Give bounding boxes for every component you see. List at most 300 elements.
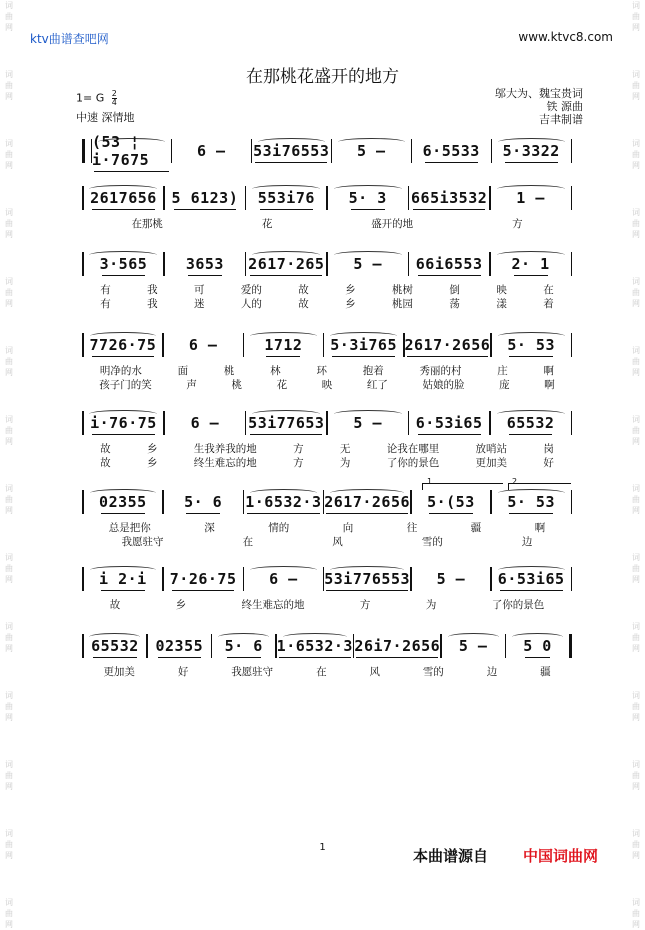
measure [492, 489, 571, 515]
watermark-glyph: 网 [5, 23, 13, 32]
measure-notes: 7726·75 [89, 336, 157, 354]
measure-notes: 2617·2656 [324, 493, 411, 511]
lyric-word: 放哨站 [475, 443, 508, 455]
measure-notes: 5 – [436, 570, 466, 588]
lyric-word: 疆 [540, 666, 551, 678]
lyric-word: 着 [543, 298, 554, 310]
lyric-word: 我 [147, 284, 158, 296]
measure [244, 489, 323, 515]
lyric-word: 爱的 [240, 284, 262, 296]
notation-line [82, 332, 572, 358]
lyric-word: 深 [204, 522, 215, 534]
watermark-glyph: 曲 [632, 288, 640, 297]
watermark-glyph: 曲 [632, 426, 640, 435]
watermark-group [632, 483, 640, 516]
measure-notes: 7·26·75 [169, 570, 237, 588]
watermark-glyph: 词 [632, 691, 640, 700]
watermark-glyph: 曲 [632, 12, 640, 21]
watermark-glyph: 曲 [5, 495, 13, 504]
lyric-word: 在那桃 [131, 218, 163, 230]
watermark-glyph: 曲 [5, 633, 13, 642]
watermark-glyph: 曲 [632, 495, 640, 504]
watermark-glyph: 词 [5, 277, 13, 286]
watermark-group [632, 414, 640, 447]
measure-notes: 5· 3 [348, 189, 387, 207]
volta-bracket-label: 1. [427, 477, 435, 486]
measure [409, 185, 489, 211]
measure-notes: i 2·i [99, 570, 147, 588]
page-number: 1 [319, 842, 326, 853]
lyric-word: 无 [339, 443, 351, 455]
lyric-word: 可 [193, 284, 205, 296]
measure-notes: 2617·2656 [404, 336, 491, 354]
watermark-glyph: 曲 [632, 357, 640, 366]
watermark-group [632, 552, 640, 585]
measure [246, 410, 326, 436]
measure-notes: 6 – [188, 336, 218, 354]
watermark-group [632, 759, 640, 792]
watermark-glyph: 词 [5, 829, 13, 838]
lyric-word: 庄 [497, 365, 508, 377]
measure-notes: 665i3532 [411, 189, 488, 207]
measure [324, 566, 410, 592]
lyrics-line [82, 534, 572, 549]
measure [84, 185, 164, 211]
watermark-glyph: 网 [632, 161, 640, 170]
measure-notes: 2617·265 [248, 255, 325, 273]
lyric-word: 论我在哪里 [386, 443, 440, 455]
barline [571, 490, 573, 514]
lyric-word: 在 [316, 666, 327, 678]
barline [82, 139, 92, 163]
measure [164, 489, 243, 515]
watermark-group [632, 690, 640, 723]
measure-notes: 53i76553 [253, 142, 330, 160]
lyric-word: 往 [406, 522, 418, 534]
lyric-word: 好 [177, 666, 189, 678]
lyric-word: 我愿驻守 [121, 536, 164, 548]
measure [328, 251, 408, 277]
measure-notes: 65532 [91, 637, 139, 655]
watermark-group [5, 138, 13, 171]
watermark-group [632, 207, 640, 240]
watermark-group [5, 0, 13, 33]
measure [165, 185, 245, 211]
watermark-glyph: 词 [5, 553, 13, 562]
time-sig-top: 2 [111, 89, 117, 98]
lyric-word: 更加美 [475, 457, 508, 469]
watermark-glyph: 网 [632, 92, 640, 101]
source-label: 本曲谱源自 [413, 847, 489, 865]
lyric-word: 疆 [470, 522, 482, 534]
watermark-glyph: 网 [5, 92, 13, 101]
lyric-word: 生我养我的地 [193, 443, 257, 455]
measure [252, 138, 331, 164]
barline [571, 411, 573, 435]
lyric-word: 抱着 [362, 365, 384, 377]
measure [244, 566, 323, 592]
lyric-word: 总是把你 [108, 522, 151, 534]
watermark-group [632, 138, 640, 171]
measure-notes: 2· 1 [511, 255, 550, 273]
watermark-group [5, 621, 13, 654]
measure-notes: 5 6123) [171, 189, 239, 207]
notation-line [82, 251, 572, 277]
lyrics-line [82, 455, 572, 470]
lyric-word: 面 [177, 365, 189, 377]
measure [332, 138, 411, 164]
lyrics-line [82, 363, 572, 378]
watermark-glyph: 曲 [632, 81, 640, 90]
measure-notes: 6 – [196, 142, 226, 160]
measure [506, 633, 569, 659]
watermark-group [632, 0, 640, 33]
key-signature [76, 90, 117, 107]
lyrics-line [82, 520, 572, 535]
measure [324, 489, 410, 515]
lyric-word: 啊 [544, 379, 555, 391]
measure [412, 566, 491, 592]
watermark-glyph: 曲 [5, 219, 13, 228]
measure-notes: 5· 6 [224, 637, 263, 655]
watermark-glyph: 词 [632, 277, 640, 286]
measure-notes: 26i7·2656 [354, 637, 441, 655]
measure-notes: 1 – [516, 189, 545, 207]
measure-notes: 553i76 [257, 189, 315, 207]
watermark-glyph: 曲 [632, 702, 640, 711]
measure-notes: 5 – [356, 142, 386, 160]
watermark-glyph: 曲 [632, 771, 640, 780]
lyric-word: 林 [270, 365, 281, 377]
lyric-word: 盛开的地 [371, 218, 414, 230]
measure [84, 489, 163, 515]
watermark-glyph: 曲 [5, 840, 13, 849]
lyric-word: 在 [242, 536, 254, 548]
lyric-word: 更加美 [103, 666, 135, 678]
watermark-glyph: 词 [5, 139, 13, 148]
measure-notes: 6·5533 [422, 142, 480, 160]
notation-line [82, 566, 572, 592]
measure [409, 251, 489, 277]
watermark-glyph: 网 [5, 851, 13, 860]
lyric-word: 方 [293, 457, 304, 469]
measure [164, 332, 243, 358]
watermark-glyph: 词 [5, 415, 13, 424]
watermark-glyph: 网 [5, 299, 13, 308]
watermark-glyph: 网 [5, 230, 13, 239]
measure-notes: i·76·75 [90, 414, 157, 432]
watermark-glyph: 网 [5, 782, 13, 791]
watermark-glyph: 曲 [632, 909, 640, 918]
lyric-word: 桃 [223, 365, 235, 377]
lyric-word: 为 [339, 457, 351, 469]
watermark-glyph: 网 [5, 506, 13, 515]
lyric-word: 明净的水 [99, 365, 142, 377]
watermark-glyph: 网 [632, 23, 640, 32]
lyric-word: 了你的景色 [386, 457, 440, 469]
watermark-glyph: 曲 [632, 840, 640, 849]
measure-notes: 2617656 [90, 189, 157, 207]
measure [212, 633, 275, 659]
time-signature [112, 90, 117, 107]
barline [569, 634, 572, 658]
watermark-glyph: 曲 [632, 150, 640, 159]
lyric-word: 花 [276, 379, 288, 391]
watermark-glyph: 词 [632, 208, 640, 217]
lyric-word: 方 [359, 599, 371, 611]
watermark-glyph: 网 [632, 713, 640, 722]
lyric-word: 方 [293, 443, 304, 455]
measure-notes: 5·3i765 [330, 336, 397, 354]
measure [277, 633, 353, 659]
barline [571, 252, 573, 276]
watermark-glyph: 网 [5, 575, 13, 584]
composer-credit: 铁 源曲 [546, 100, 583, 113]
measure-notes: 6 – [269, 570, 298, 588]
lyric-word: 为 [425, 599, 437, 611]
notation-line [82, 489, 572, 515]
tempo-marking: 中速 深情地 [76, 111, 135, 124]
lyric-word: 故 [298, 298, 309, 310]
watermark-glyph: 词 [5, 484, 13, 493]
lyrics-line [82, 664, 572, 679]
measure [148, 633, 211, 659]
measure [246, 251, 326, 277]
watermark-group [5, 897, 13, 930]
measure-notes: 5·3322 [502, 142, 560, 160]
lyric-word: 我愿驻守 [231, 666, 274, 678]
watermark-glyph: 词 [632, 1, 640, 10]
lyric-word: 秀丽的村 [419, 365, 462, 377]
lyric-word: 方 [512, 218, 523, 230]
watermark-glyph: 网 [632, 851, 640, 860]
watermark-group [5, 690, 13, 723]
measure-notes: 1712 [264, 336, 303, 354]
watermark-glyph: 词 [632, 139, 640, 148]
lyric-word: 边 [521, 536, 533, 548]
lyric-word: 乡 [146, 457, 158, 469]
lyric-word: 漾 [496, 298, 507, 310]
watermark-glyph: 词 [632, 829, 640, 838]
barline [571, 567, 573, 591]
watermark-glyph: 网 [632, 230, 640, 239]
site-name-left[interactable]: ktv曲谱查吧网 [30, 32, 109, 46]
lyric-word: 终生难忘的地 [193, 457, 257, 469]
barline [571, 333, 573, 357]
lyric-word: 乡 [146, 443, 158, 455]
measure-notes: 5· 6 [184, 493, 223, 511]
watermark-group [632, 276, 640, 309]
lyric-word: 向 [342, 522, 354, 534]
watermark-group [632, 345, 640, 378]
measure [412, 138, 491, 164]
measure [409, 410, 489, 436]
lyric-word: 桃 [231, 379, 243, 391]
lyric-word: 有 [100, 284, 111, 296]
measure-notes: 5 0 [523, 637, 552, 655]
lyric-word: 人的 [240, 298, 262, 310]
measure [84, 410, 164, 436]
measure-notes: 1·6532·3 [276, 637, 353, 655]
measure [491, 251, 571, 277]
arranger-credit: 吉聿制谱 [539, 113, 583, 126]
watermark-glyph: 网 [5, 161, 13, 170]
lyric-word: 故 [100, 457, 111, 469]
notation-line [82, 410, 572, 436]
watermark-glyph: 曲 [5, 357, 13, 366]
watermark-glyph: 网 [5, 713, 13, 722]
lyric-word: 风 [332, 536, 343, 548]
watermark-glyph: 网 [632, 575, 640, 584]
measure-notes: 1·6532·3 [245, 493, 322, 511]
lyric-word: 风 [369, 666, 380, 678]
watermark-glyph: 曲 [5, 288, 13, 297]
watermark-glyph: 词 [5, 70, 13, 79]
volta-bracket-label: 2. [512, 477, 520, 486]
watermark-glyph: 词 [632, 484, 640, 493]
lyric-word: 迷 [193, 298, 205, 310]
watermark-glyph: 网 [632, 782, 640, 791]
lyrics-line [82, 216, 572, 231]
notation-line [82, 633, 572, 659]
measure [92, 133, 171, 169]
measure [492, 332, 571, 358]
watermark-glyph: 曲 [5, 150, 13, 159]
measure-notes: 3653 [185, 255, 224, 273]
watermark-glyph: 词 [5, 622, 13, 631]
lyric-word: 故 [109, 599, 121, 611]
watermark-glyph: 曲 [632, 219, 640, 228]
lyric-word: 桃树 [392, 284, 414, 296]
measure [246, 185, 326, 211]
measure [165, 251, 245, 277]
barline [571, 139, 573, 163]
time-sig-bottom: 4 [111, 98, 117, 107]
lyrics-line [82, 597, 572, 612]
lyric-word: 姑娘的脸 [422, 379, 465, 391]
lyric-word: 红了 [366, 379, 388, 391]
key-label: 1= G [76, 91, 105, 105]
notation-line [82, 133, 572, 169]
lyric-word: 乡 [345, 284, 356, 296]
watermark-glyph: 网 [632, 506, 640, 515]
watermark-glyph: 词 [5, 208, 13, 217]
watermark-group [5, 276, 13, 309]
watermark-group [5, 207, 13, 240]
watermark-group [5, 552, 13, 585]
watermark-glyph: 网 [632, 299, 640, 308]
watermark-glyph: 曲 [5, 702, 13, 711]
watermark-glyph: 曲 [632, 633, 640, 642]
lyrics-line [82, 377, 572, 392]
measure-notes: 5 – [353, 255, 383, 273]
measure-notes: 53i77653 [248, 414, 325, 432]
lyrics-line [82, 296, 572, 311]
watermark-glyph: 词 [5, 898, 13, 907]
watermark-right [629, 0, 643, 929]
volta-bracket [508, 483, 571, 490]
lyric-word: 雪的 [421, 536, 443, 548]
measure [328, 185, 408, 211]
watermark-glyph: 曲 [5, 771, 13, 780]
measure-notes: 5 – [353, 414, 383, 432]
lyric-word: 岗 [543, 443, 554, 455]
watermark-group [632, 621, 640, 654]
watermark-glyph: 曲 [5, 426, 13, 435]
lyric-word: 我 [147, 298, 158, 310]
measure-notes: (53 ¦ i·7675 [92, 133, 171, 169]
lyric-word: 乡 [345, 298, 356, 310]
watermark-glyph: 网 [5, 644, 13, 653]
lyric-word: 荡 [449, 298, 460, 310]
watermark-glyph: 词 [632, 622, 640, 631]
measure [491, 410, 571, 436]
lyric-word: 故 [298, 284, 309, 296]
lyric-word: 环 [316, 365, 327, 377]
measure [84, 633, 147, 659]
measure [405, 332, 491, 358]
measure [172, 138, 251, 164]
notation-line [82, 185, 572, 211]
measure [84, 251, 164, 277]
measure [244, 332, 323, 358]
lyric-word: 庞 [499, 379, 510, 391]
lyric-word: 在 [543, 284, 554, 296]
lyric-word: 映 [321, 379, 333, 391]
watermark-glyph: 网 [632, 437, 640, 446]
lyric-word: 啊 [534, 522, 546, 534]
watermark-glyph: 曲 [5, 909, 13, 918]
lyric-word: 有 [100, 298, 111, 310]
measure [84, 332, 163, 358]
lyric-word: 终生难忘的地 [241, 599, 305, 611]
site-url-right[interactable]: www.ktvc8.com [518, 30, 613, 44]
source-site-name[interactable]: 中国词曲网 [523, 847, 599, 865]
watermark-glyph: 网 [632, 368, 640, 377]
lyricist-credit: 邬大为、魏宝贵词 [495, 87, 583, 100]
measure-notes: 65532 [506, 414, 555, 432]
measure-notes: 5·(53 [427, 493, 475, 511]
measure [324, 332, 403, 358]
lyric-word: 桃园 [392, 298, 414, 310]
lyrics-line [82, 282, 572, 297]
watermark-glyph: 词 [632, 70, 640, 79]
lyric-word: 倒 [449, 284, 460, 296]
watermark-glyph: 词 [632, 898, 640, 907]
measure-notes: 53i776553 [324, 570, 411, 588]
watermark-glyph: 网 [5, 437, 13, 446]
measure [84, 566, 163, 592]
watermark-glyph: 词 [5, 760, 13, 769]
watermark-glyph: 网 [632, 920, 640, 929]
lyric-word: 啊 [543, 365, 554, 377]
barline [571, 186, 573, 210]
lyric-word: 孩子门的笑 [99, 379, 152, 391]
lyric-word: 故 [100, 443, 111, 455]
lyric-word: 花 [261, 218, 273, 230]
watermark-glyph: 曲 [632, 564, 640, 573]
measure-notes: 02355 [155, 637, 204, 655]
watermark-glyph: 词 [632, 415, 640, 424]
lyric-word: 乡 [175, 599, 187, 611]
lyric-word: 边 [486, 666, 498, 678]
measure-notes: 02355 [99, 493, 147, 511]
measure-notes: 5· 53 [507, 493, 555, 511]
measure [354, 633, 440, 659]
watermark-glyph: 词 [5, 346, 13, 355]
watermark-glyph: 网 [632, 644, 640, 653]
watermark-glyph: 曲 [5, 12, 13, 21]
